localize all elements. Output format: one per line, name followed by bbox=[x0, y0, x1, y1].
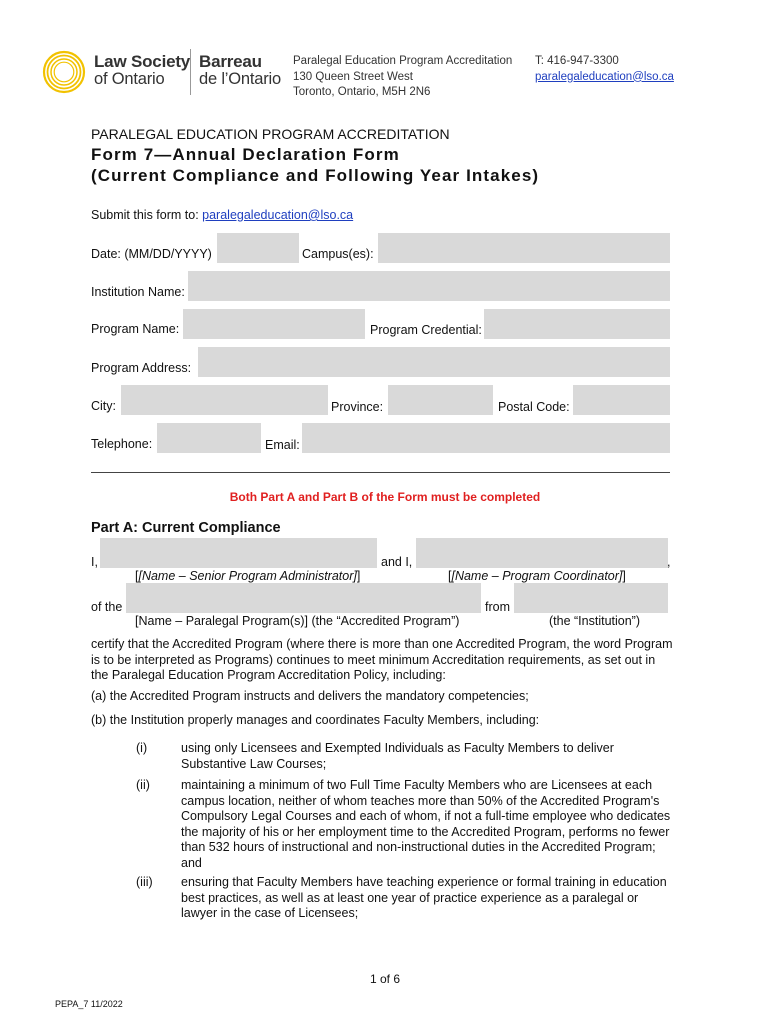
email-input[interactable] bbox=[302, 423, 670, 453]
logo-name-en-1: Law Society bbox=[94, 52, 191, 71]
submit-line bbox=[91, 208, 353, 224]
form-code: PEPA_7 11/2022 bbox=[55, 999, 123, 1009]
header-phone: T: 416-947-3300 bbox=[535, 55, 619, 67]
submit-email-link[interactable]: paralegaleducation@lso.ca bbox=[202, 208, 354, 222]
part-a-heading: Part A: Current Compliance bbox=[91, 520, 281, 536]
sub-item-text bbox=[181, 778, 681, 871]
institution-caption: (the “Institution”) bbox=[549, 614, 641, 628]
sub-item-text bbox=[181, 741, 681, 772]
item-a: (a) the Accredited Program instructs and delivers the mandatory competencies; bbox=[91, 689, 529, 703]
date-label: Date: (MM/DD/YYYY) bbox=[91, 247, 212, 261]
city-label: City: bbox=[91, 399, 116, 413]
coord-caption-text: [Name – Program Coordinator] bbox=[451, 569, 623, 583]
sub-item-line: best practices, as well as at least one year of practice experience as a paralegal or bbox=[181, 890, 639, 905]
logo-name-en-2: of Ontario bbox=[94, 70, 165, 88]
program-caption: [Name – Paralegal Program(s)] (the “Accredited Program”) bbox=[135, 614, 460, 628]
certify-paragraph bbox=[91, 637, 691, 684]
telephone-label: Telephone: bbox=[91, 437, 153, 451]
comma: , bbox=[667, 555, 671, 569]
header-contact bbox=[535, 54, 674, 85]
sub-item-line: Compulsory Legal Courses and each of whom, if not a full-time employee who dedicates bbox=[181, 809, 671, 823]
city-input[interactable] bbox=[121, 385, 328, 415]
sub-item-line: and bbox=[181, 855, 202, 870]
sub-item-num: (i) bbox=[136, 741, 148, 755]
completion-notice: Both Part A and Part B of the Form must be completed bbox=[229, 490, 541, 504]
certify-line-3: the Paralegal Education Program Accreditation Policy, including: bbox=[91, 668, 446, 682]
program-name-input[interactable] bbox=[183, 309, 365, 339]
certify-line-1: certify that the Accredited Program (where there is more than one Accredited Program, the word Program bbox=[91, 637, 673, 651]
sub-item-line: lawyer in the case of Licensees; bbox=[181, 906, 359, 920]
and-i-label: and I, bbox=[381, 555, 413, 569]
page-number: 1 of 6 bbox=[369, 972, 401, 986]
header-street: 130 Queen Street West bbox=[293, 70, 413, 83]
program-name-label: Program Name: bbox=[91, 322, 180, 336]
logo-divider bbox=[190, 49, 191, 95]
sub-item-line: ensuring that Faculty Members have teaching experience or formal training in education bbox=[181, 875, 667, 889]
senior-admin-input[interactable] bbox=[100, 538, 377, 568]
form-subtitle: (Current Compliance and Following Year Intakes) bbox=[91, 166, 540, 185]
email-label: Email: bbox=[265, 438, 300, 452]
campus-label: Campus(es): bbox=[302, 247, 374, 261]
sub-item-line: maintaining a minimum of two Full Time Faculty Members who are Licensees at each bbox=[181, 778, 653, 792]
postal-code-label: Postal Code: bbox=[498, 400, 570, 414]
header-dept: Paralegal Education Program Accreditation bbox=[293, 55, 513, 67]
province-label: Province: bbox=[331, 400, 384, 414]
sub-item-num: (iii) bbox=[136, 875, 153, 889]
sub-item-line: campus location, neither of whom teaches more than 50% of the Accredited Program's bbox=[181, 793, 660, 808]
postal-code-input[interactable] bbox=[573, 385, 670, 415]
sub-item-line: using only Licensees and Exempted Individuals as Faculty Members to deliver bbox=[181, 741, 614, 755]
admin-caption-text: [Name – Senior Program Administrator] bbox=[138, 569, 357, 583]
program-input[interactable] bbox=[126, 583, 481, 613]
program-credential-input[interactable] bbox=[484, 309, 670, 339]
logo-name-fr-2: de l’Ontario bbox=[199, 70, 281, 88]
date-input[interactable] bbox=[217, 233, 299, 263]
sub-item-line: the majority of his or her employment time to the Accredited Program, performs no fewer bbox=[181, 824, 670, 839]
campus-input[interactable] bbox=[378, 233, 670, 263]
i-label: I, bbox=[91, 555, 98, 569]
sub-item-num: (ii) bbox=[136, 778, 150, 792]
submit-label: Submit this form to: bbox=[91, 208, 203, 222]
form-title: Form 7—Annual Declaration Form bbox=[91, 145, 400, 164]
sub-item-line: than 532 hours of instructional and non-instructional duties in the Accredited Program; bbox=[181, 840, 656, 854]
telephone-input[interactable] bbox=[157, 423, 261, 453]
province-input[interactable] bbox=[388, 385, 493, 415]
program-address-label: Program Address: bbox=[91, 361, 192, 375]
of-the-label: of the bbox=[91, 600, 123, 614]
header-address bbox=[293, 54, 512, 101]
admin-caption: [[Name – Senior Program Administrator]] bbox=[135, 569, 361, 583]
institution-input[interactable] bbox=[188, 271, 670, 301]
sub-item-text bbox=[181, 875, 681, 922]
coordinator-input[interactable] bbox=[416, 538, 668, 568]
institution-label: Institution Name: bbox=[91, 285, 185, 299]
header-city: Toronto, Ontario, M5H 2N6 bbox=[293, 86, 431, 98]
institution-from-input[interactable] bbox=[514, 583, 668, 613]
section-divider bbox=[91, 472, 670, 473]
program-credential-label: Program Credential: bbox=[370, 323, 482, 337]
item-b: (b) the Institution properly manages and coordinates Faculty Members, including: bbox=[91, 713, 540, 727]
sub-item-line: Substantive Law Courses; bbox=[181, 756, 327, 771]
from-label: from bbox=[485, 600, 510, 614]
header-email-link[interactable]: paralegaleducation@lso.ca bbox=[535, 70, 674, 83]
logo-name-fr-1: Barreau bbox=[199, 52, 262, 71]
form-kicker: PARALEGAL EDUCATION PROGRAM ACCREDITATION bbox=[91, 126, 450, 142]
certify-line-2: is to be interpreted as Programs) continues to meet minimum Accreditation requirements, as set out in bbox=[91, 652, 656, 667]
law-society-logo-icon bbox=[42, 50, 86, 94]
program-address-input[interactable] bbox=[198, 347, 670, 377]
coord-caption: [[Name – Program Coordinator]] bbox=[448, 569, 626, 583]
